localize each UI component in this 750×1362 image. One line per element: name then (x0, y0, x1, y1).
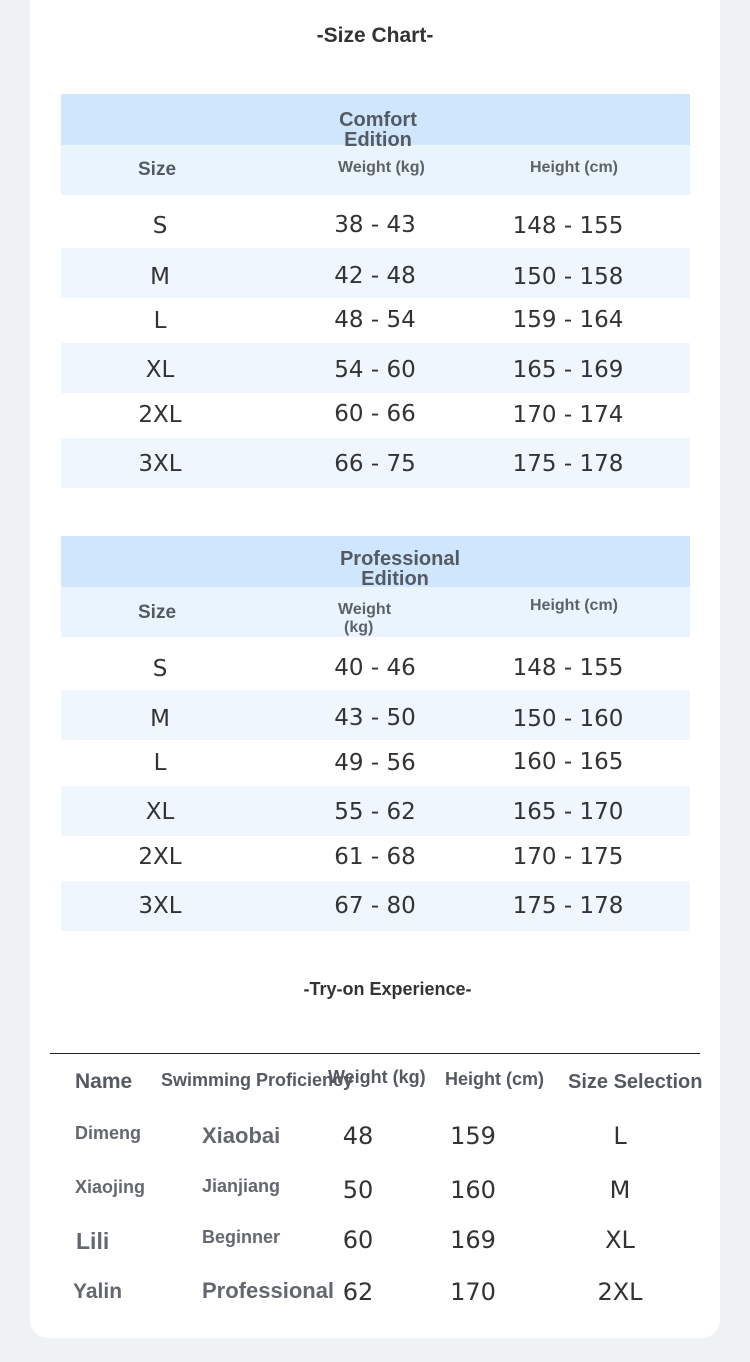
size-cell: M (609, 1176, 631, 1204)
table-edition-title: Comfort Edition (339, 109, 417, 151)
size-cell: M (150, 264, 170, 290)
size-cell: S (152, 656, 168, 682)
size-cell: 2XL (138, 844, 182, 870)
column-header-proficiency: Swimming Proficiency (161, 1070, 354, 1090)
weight-cell: 60 (342, 1226, 374, 1254)
tryon-title: -Try-on Experience- (303, 979, 472, 999)
size-cell: XL (145, 799, 175, 825)
height-cell: 160 - 165 (512, 749, 624, 775)
column-header-weight: Weight (kg) (328, 1067, 426, 1087)
size-cell: 3XL (138, 451, 182, 477)
column-header-size: Size (138, 602, 177, 623)
size-cell: L (153, 750, 167, 776)
weight-cell: 50 (342, 1176, 374, 1204)
size-cell: 3XL (138, 893, 182, 919)
height-cell: 160 (450, 1176, 496, 1204)
weight-cell: 43 - 50 (334, 705, 416, 731)
height-cell: 148 - 155 (512, 655, 624, 681)
proficiency-cell: Beginner (202, 1227, 281, 1247)
column-header-weight: Weight (kg) (338, 159, 425, 176)
weight-cell: 40 - 46 (334, 655, 416, 681)
height-cell: 159 (450, 1122, 496, 1150)
size-cell: L (153, 308, 167, 334)
height-cell: 148 - 155 (512, 213, 624, 239)
name-cell: Dimeng (75, 1123, 142, 1143)
height-cell: 165 - 170 (512, 799, 624, 825)
height-cell: 169 (450, 1226, 496, 1254)
height-cell: 170 (450, 1278, 496, 1306)
weight-cell: 62 (342, 1278, 374, 1306)
size-cell: S (152, 213, 168, 239)
table-edition-title: Professional Edition (339, 548, 461, 590)
name-cell: Yalin (73, 1280, 123, 1303)
column-header-height: Height (cm) (445, 1069, 544, 1089)
proficiency-cell: Jianjiang (202, 1176, 281, 1196)
size-cell: M (150, 706, 170, 732)
size-cell: XL (605, 1226, 635, 1254)
column-header-weight: Weight (kg) (338, 601, 392, 636)
weight-cell: 60 - 66 (334, 401, 416, 427)
size-cell: L (613, 1122, 627, 1150)
name-cell: Xiaojing (75, 1177, 146, 1197)
height-cell: 175 - 178 (512, 893, 624, 919)
proficiency-cell: Professional (202, 1278, 335, 1303)
weight-cell: 48 - 54 (334, 307, 416, 333)
weight-cell: 61 - 68 (334, 844, 416, 870)
weight-cell: 66 - 75 (334, 451, 416, 477)
weight-cell: 67 - 80 (334, 893, 416, 919)
column-header-size: Size (138, 159, 177, 180)
size-cell: 2XL (597, 1278, 643, 1306)
height-cell: 170 - 174 (512, 402, 624, 428)
height-cell: 150 - 160 (512, 706, 624, 732)
table-top-rule (50, 1053, 700, 1054)
column-header-size-selection: Size Selection (568, 1071, 703, 1093)
column-header-name: Name (75, 1070, 133, 1093)
weight-cell: 55 - 62 (334, 799, 416, 825)
size-cell: 2XL (138, 402, 182, 428)
size-cell: XL (145, 357, 175, 383)
weight-cell: 54 - 60 (334, 357, 416, 383)
height-cell: 159 - 164 (512, 307, 624, 333)
weight-cell: 38 - 43 (334, 212, 416, 238)
size-chart-title: -Size Chart- (316, 24, 434, 47)
height-cell: 150 - 158 (512, 264, 624, 290)
proficiency-cell: Xiaobai (202, 1123, 281, 1148)
height-cell: 165 - 169 (512, 357, 624, 383)
height-cell: 175 - 178 (512, 451, 624, 477)
column-header-height: Height (cm) (530, 159, 618, 176)
name-cell: Lili (76, 1228, 110, 1254)
column-header-height: Height (cm) (530, 597, 618, 614)
weight-cell: 49 - 56 (334, 750, 416, 776)
weight-cell: 48 (342, 1122, 374, 1150)
height-cell: 170 - 175 (512, 844, 624, 870)
weight-cell: 42 - 48 (334, 263, 416, 289)
